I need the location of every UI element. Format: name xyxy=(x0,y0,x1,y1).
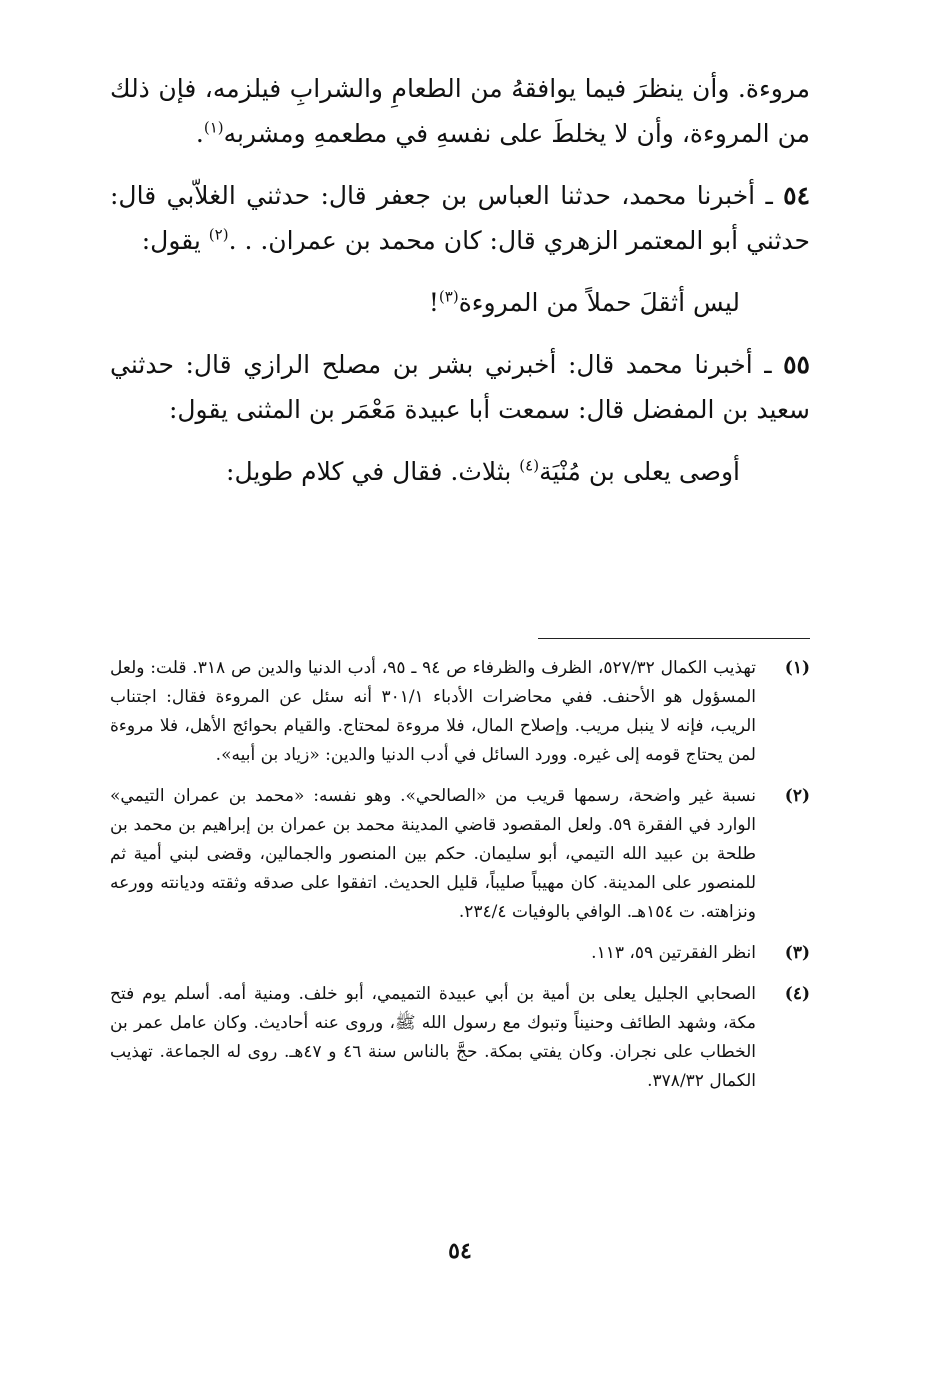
footnotes xyxy=(110,654,810,1108)
footnote-ref: (٣) xyxy=(438,287,459,306)
footnote-label: (١) xyxy=(784,658,810,678)
footnote-text: انظر الفقرتين ٥٩، ١١٣. xyxy=(591,943,756,963)
paragraph-text: مروءة. وأن ينظرَ فيما يوافقهُ من الطعامِ والشرابِ فيلزمه، فإن ذلك من المروءة، وأن لا يخلطَ على نفسهِ في مطعمهِ ومشربه xyxy=(110,74,810,148)
paragraph xyxy=(110,66,810,156)
footnote-divider xyxy=(538,638,810,639)
paragraph-text: أوصى يعلى بن مُنْيَة xyxy=(539,457,740,486)
page-number: ٥٤ xyxy=(448,1238,472,1264)
page-content xyxy=(110,66,810,1264)
main-text xyxy=(110,66,810,494)
paragraph-number: ٥٥ xyxy=(783,350,810,379)
footnote-text: الصحابي الجليل يعلى بن أمية بن أبي عبيدة التميمي، أبو خلف. ومنية أمه. أسلم يوم فتح مكة، وشهد الطائف وحنيناً وتبوك مع رسول الله ﷺ، وروى عنه أحاديث. وكان عامل عمر بن الخطاب على نجران. وكان يفتي بمكة. حجَّ بالناس سنة ٤٦ و ٤٧هـ. روى له الجماعة. تهذيب الكمال ٣٧٨/٣٢. xyxy=(110,984,756,1091)
paragraph-tail: بثلاث. فقال في كلام طويل: xyxy=(226,457,520,486)
quote-line xyxy=(110,449,740,494)
paragraph-text: ـ أخبرنا محمد قال: أخبرني بشر بن مصلح الرازي قال: حدثني سعيد بن المفضل قال: سمعت أبا عبيدة مَعْمَر بن المثنى يقول: xyxy=(110,350,810,424)
quote-line xyxy=(110,280,740,325)
footnote-label: (٢) xyxy=(784,786,810,806)
paragraph-tail: . xyxy=(195,119,204,148)
footnote xyxy=(110,980,810,1096)
paragraph xyxy=(110,173,810,263)
paragraph-tail: يقول: xyxy=(141,226,209,255)
footnote-ref: (٤) xyxy=(519,456,540,475)
footnote-ref: (٢) xyxy=(208,225,229,244)
footnote xyxy=(110,939,810,968)
paragraph xyxy=(110,342,810,432)
footnote-text: تهذيب الكمال ٥٢٧/٣٢، الظرف والظرفاء ص ٩٤ ـ ٩٥، أدب الدنيا والدين ص ٣١٨. قلت: ولعل المسؤول هو الأحنف. ففي محاضرات الأدباء ٣٠١/١ أنه سئل عن المروءة فقال: اجتناب الريب، فإنه لا ينبل مريب. وإصلاح المال، فلا مروءة لمحتاج. والقيام بحوائج الأهل، فلا مروءة لمن يحتاج قومه إلى غيره. وورد السائل في أدب الدنيا والدين: «زياد بن أبيه». xyxy=(110,658,756,765)
paragraph-number: ٥٤ xyxy=(783,181,810,210)
footnote-label: (٤) xyxy=(784,984,810,1004)
footnote xyxy=(110,654,810,770)
paragraph-tail: ! xyxy=(428,288,439,317)
footnote-label: (٣) xyxy=(784,943,810,963)
footnote-text: نسبة غير واضحة، رسمها قريب من «الصالحي». وهو نفسه: «محمد بن عمران التيمي» الوارد في الفقرة ٥٩. ولعل المقصود قاضي المدينة محمد بن عمران بن إبراهيم بن محمد بن طلحة بن عبيد الله التيمي، أبو سليمان. حكم بين المنصور والجمالين، وقضى لبني أمية ثم للمنصور على المدينة. كان مهيباً صليباً، قليل الحديث. اتفقوا على صدقه وثقته وديانته وورعه ونزاهته. ت ١٥٤هـ. الوافي بالوفيات ٢٣٤/٤. xyxy=(110,786,756,922)
paragraph-text: ليس أثقلَ حملاً من المروءة xyxy=(458,288,740,317)
footnote xyxy=(110,782,810,927)
footnote-ref: (١) xyxy=(203,118,224,137)
paragraph-text: ـ أخبرنا محمد، حدثنا العباس بن جعفر قال: حدثني الغلاّبي قال: حدثني أبو المعتمر الزهري قال: كان محمد بن عمران. . . xyxy=(110,181,810,255)
